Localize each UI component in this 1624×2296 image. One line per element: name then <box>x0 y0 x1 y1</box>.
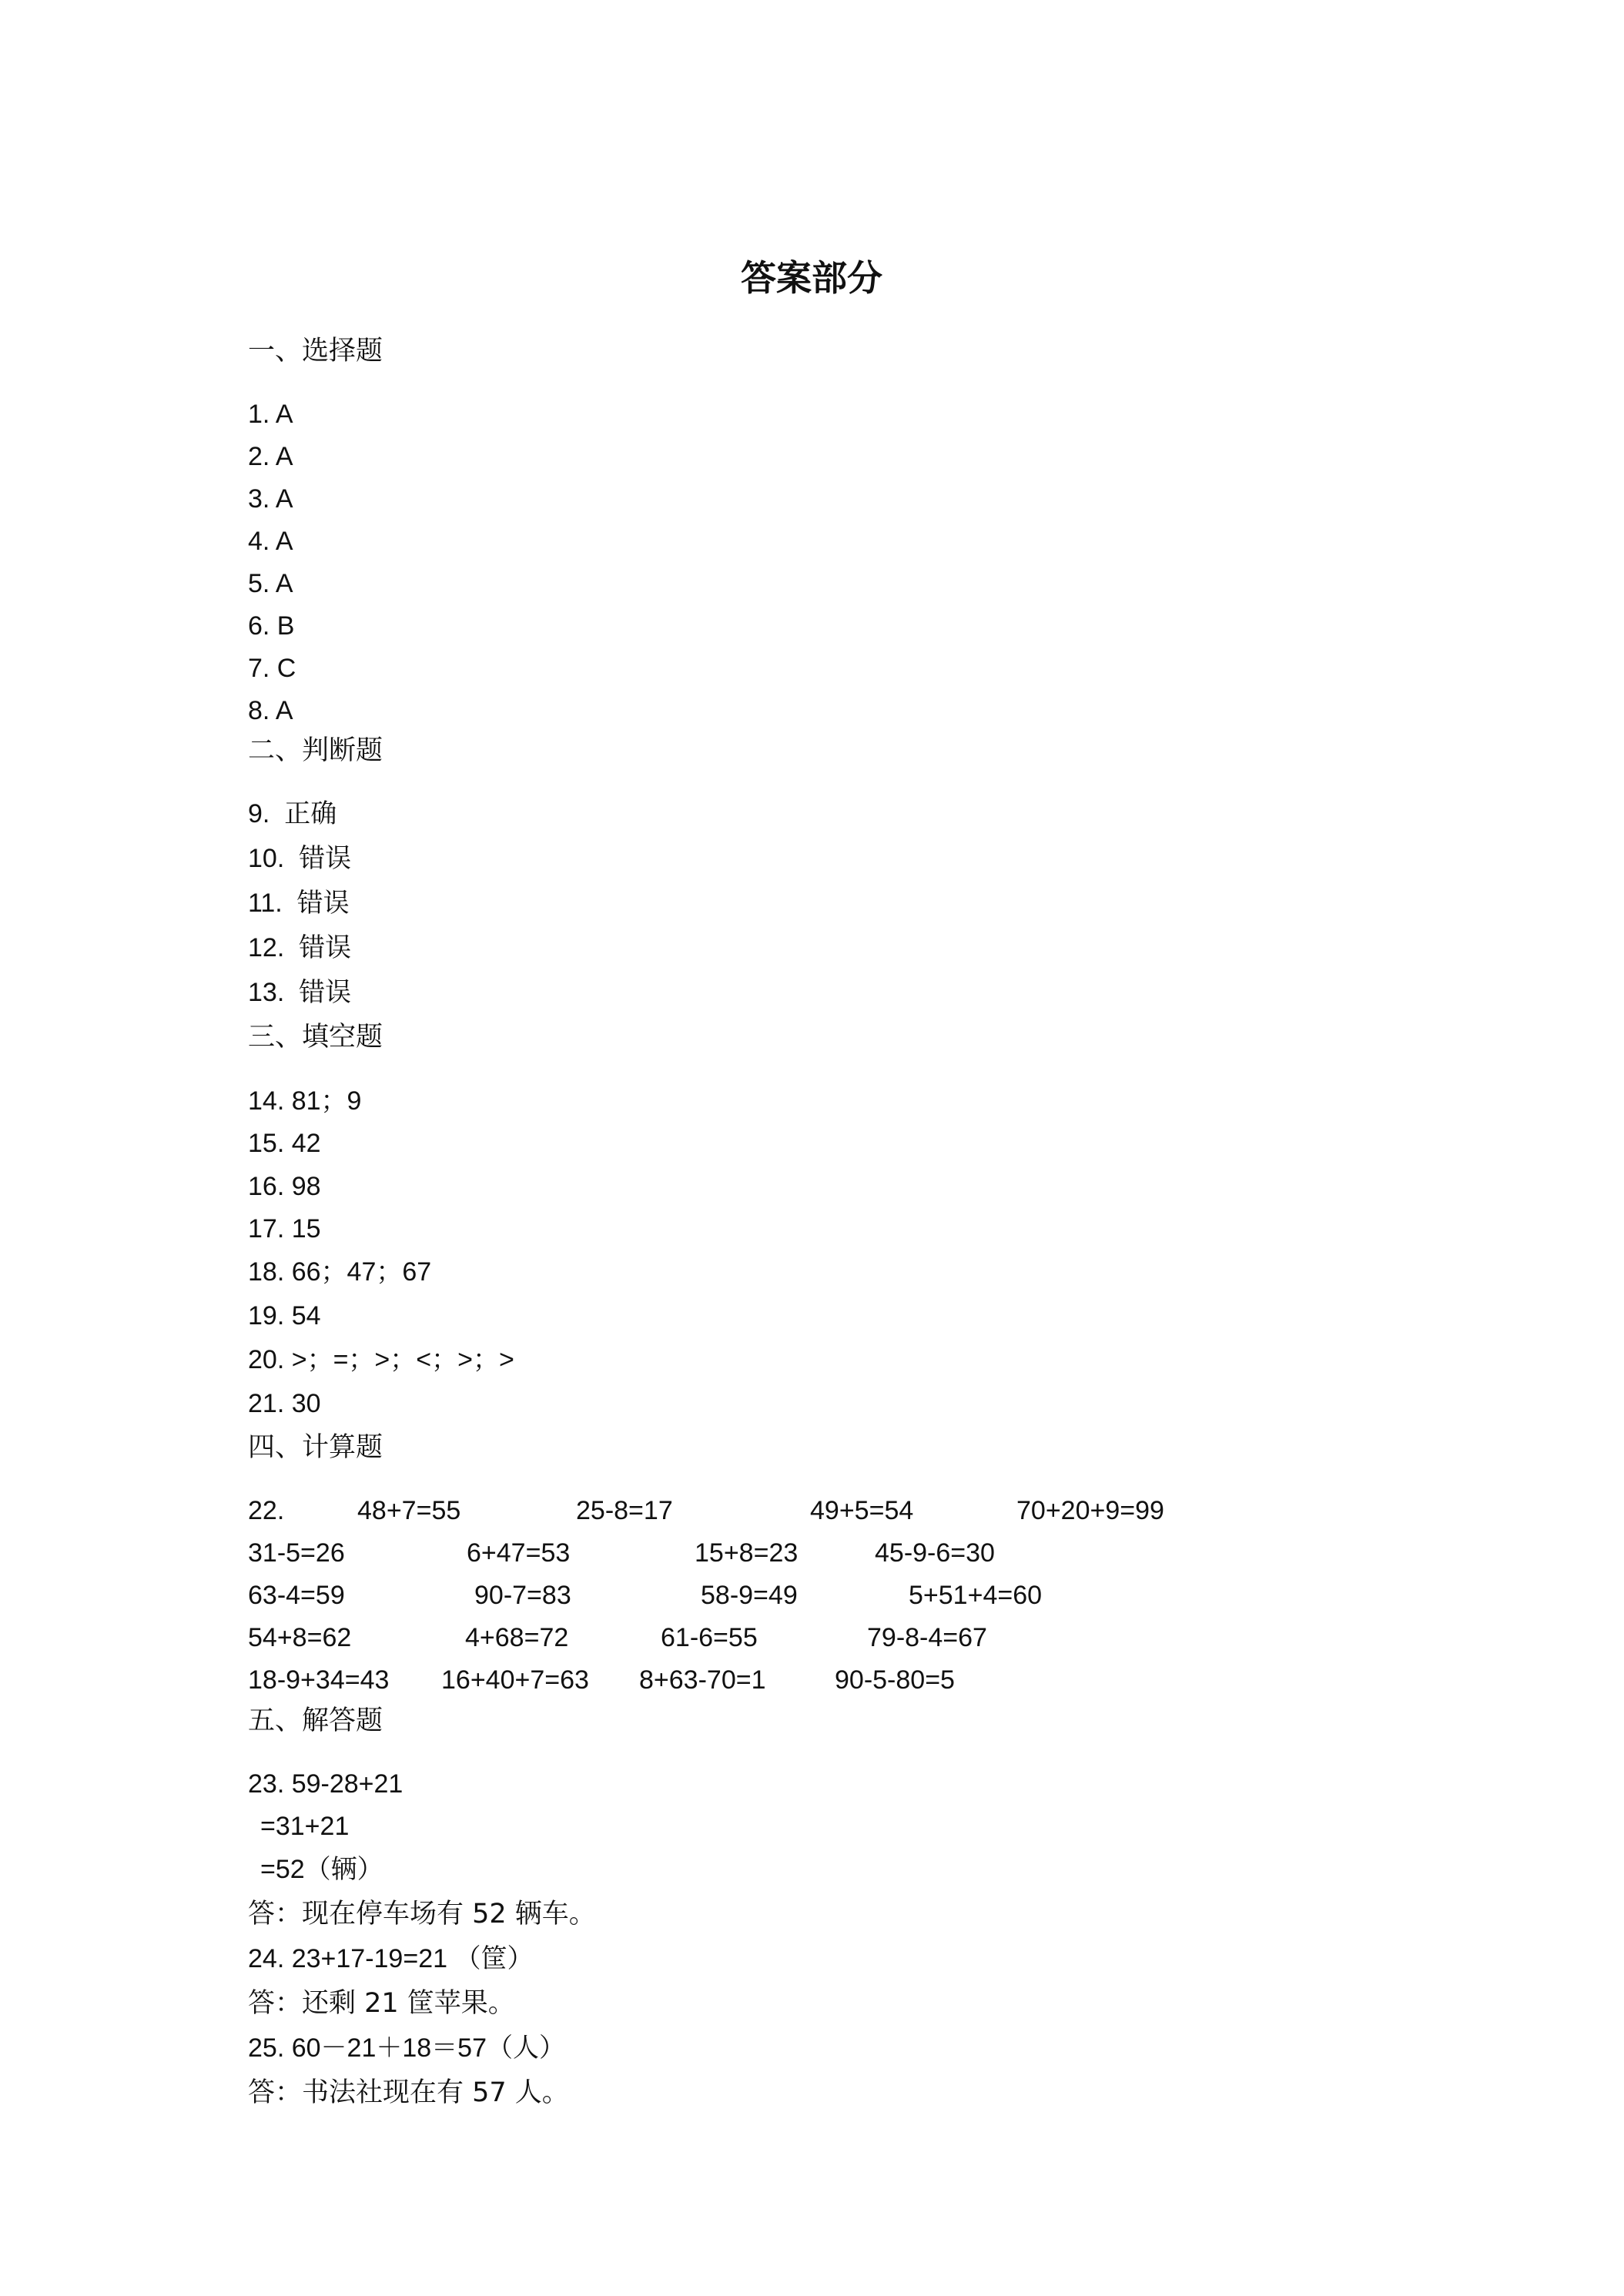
calc-answer: 18-9+34=43 <box>248 1665 390 1695</box>
word-problem-line: 答：还剩 21 筐苹果。 <box>248 1988 515 2019</box>
calc-question-number: 22. <box>248 1496 285 1525</box>
calc-answer: 70+20+9=99 <box>1016 1496 1164 1525</box>
fill-answer: 20. >；=；>；<；>；> <box>248 1345 514 1374</box>
calc-answer: 54+8=62 <box>248 1623 352 1652</box>
word-problem-line: 24. 23+17-19=21 （筐） <box>248 1944 534 1973</box>
word-problem-line: 25. 60－21＋18＝57（人） <box>248 2033 565 2063</box>
fill-answer: 17. 15 <box>248 1214 321 1243</box>
calc-answer: 45-9-6=30 <box>875 1538 995 1568</box>
calc-answer: 49+5=54 <box>810 1496 914 1525</box>
fill-answer: 15. 42 <box>248 1129 321 1158</box>
calc-answer: 6+47=53 <box>467 1538 571 1568</box>
calc-answer: 79-8-4=67 <box>867 1623 987 1652</box>
judge-answer: 13. 错误 <box>248 978 352 1007</box>
section-heading-calc: 四、计算题 <box>248 1432 383 1463</box>
calc-answer: 16+40+7=63 <box>441 1665 589 1695</box>
word-problem-line: 23. 59-28+21 <box>248 1769 403 1799</box>
choice-answer: 3. A <box>248 484 293 514</box>
fill-answer: 14. 81；9 <box>248 1086 362 1116</box>
choice-answer: 4. A <box>248 527 293 556</box>
calc-answer: 31-5=26 <box>248 1538 345 1568</box>
fill-answer: 18. 66；47；67 <box>248 1257 432 1287</box>
judge-answer: 11. 错误 <box>248 889 350 918</box>
judge-answer: 9. 正确 <box>248 799 337 828</box>
word-problem-line: =52（辆） <box>260 1855 383 1884</box>
judge-answer: 10. 错误 <box>248 844 352 873</box>
choice-answer: 1. A <box>248 400 293 429</box>
choice-answer: 2. A <box>248 442 293 471</box>
fill-answer: 16. 98 <box>248 1172 321 1201</box>
word-problem-line: 答：书法社现在有 57 人。 <box>248 2077 569 2108</box>
fill-answer: 21. 30 <box>248 1389 321 1418</box>
calc-answer: 25-8=17 <box>576 1496 673 1525</box>
calc-answer: 90-5-80=5 <box>835 1665 955 1695</box>
section-heading-choice: 一、选择题 <box>248 336 383 366</box>
choice-answer: 8. A <box>248 696 293 725</box>
calc-answer: 4+68=72 <box>465 1623 569 1652</box>
judge-answer: 12. 错误 <box>248 933 352 962</box>
calc-answer: 48+7=55 <box>357 1496 461 1525</box>
calc-answer: 90-7=83 <box>474 1581 571 1610</box>
choice-answer: 5. A <box>248 569 293 598</box>
calc-answer: 61-6=55 <box>661 1623 758 1652</box>
page-title: 答案部分 <box>741 257 882 299</box>
section-heading-word-problems: 五、解答题 <box>248 1705 383 1736</box>
section-heading-judge: 二、判断题 <box>248 735 383 766</box>
choice-answer: 7. C <box>248 654 296 683</box>
word-problem-line: =31+21 <box>260 1812 350 1841</box>
fill-answer: 19. 54 <box>248 1301 321 1330</box>
calc-answer: 58-9=49 <box>701 1581 798 1610</box>
word-problem-line: 答：现在停车场有 52 辆车。 <box>248 1899 596 1930</box>
calc-answer: 63-4=59 <box>248 1581 345 1610</box>
section-heading-fill: 三、填空题 <box>248 1022 383 1053</box>
calc-answer: 5+51+4=60 <box>909 1581 1043 1610</box>
choice-answer: 6. B <box>248 611 295 641</box>
calc-answer: 15+8=23 <box>695 1538 799 1568</box>
calc-answer: 8+63-70=1 <box>639 1665 766 1695</box>
